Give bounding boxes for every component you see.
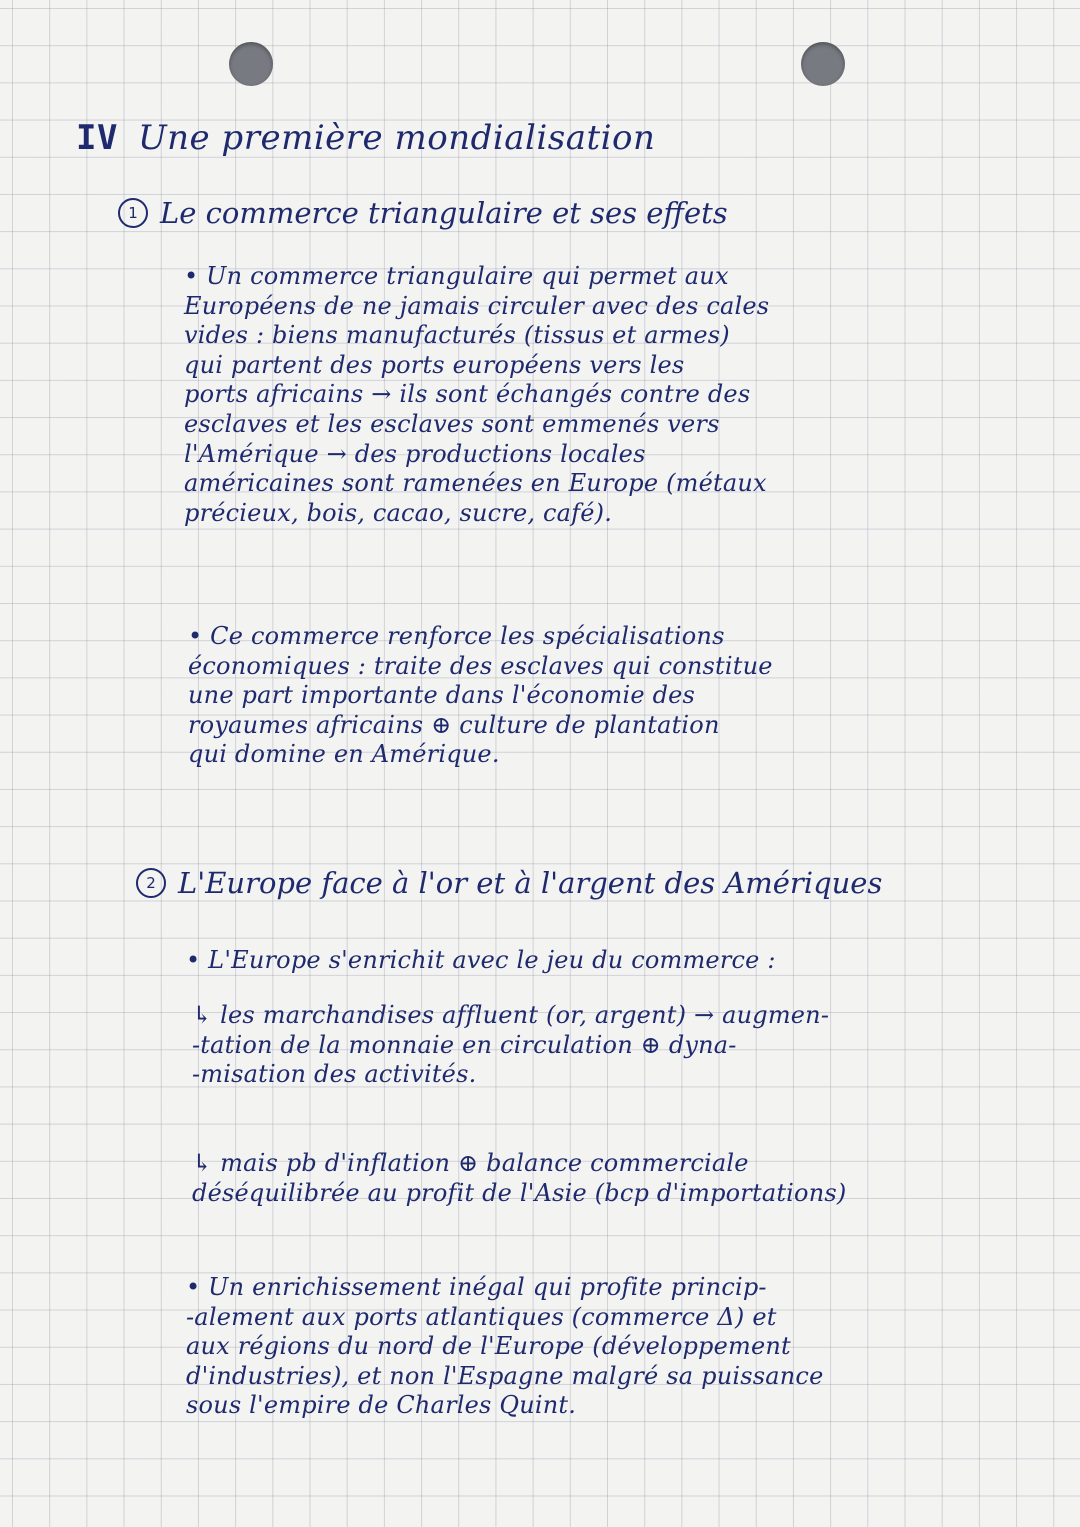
section2-paragraph-1 (186, 946, 776, 976)
text-line: qui domine en Amérique. (188, 740, 500, 769)
text-line: américaines sont ramenées en Europe (métaux (184, 469, 767, 498)
text-line: qui partent des ports européens vers les (184, 350, 685, 379)
page-title (76, 118, 655, 158)
text-line: • Un commerce triangulaire qui permet aux (184, 262, 729, 290)
text-line: sous l'empire de Charles Quint. (186, 1391, 577, 1420)
text-line: -misation des activités. (192, 1060, 477, 1089)
text-line: • L'Europe s'enrichit avec le jeu du commerce : (186, 946, 776, 974)
text-line: ↳ mais pb d'inflation ⊕ balance commerciale (192, 1149, 749, 1177)
text-line: précieux, bois, cacao, sucre, café). (184, 498, 613, 527)
text-line: ↳ les marchandises affluent (or, argent) → augmen- (192, 1001, 830, 1029)
text-line: l'Amérique → des productions locales (184, 439, 646, 468)
text-line: -tation de la monnaie en circulation ⊕ dyna- (192, 1030, 737, 1059)
text-line: Européens de ne jamais circuler avec des cales (184, 291, 770, 320)
section1-paragraph-1 (184, 262, 769, 528)
text-line: • Ce commerce renforce les spécialisations (188, 622, 725, 650)
text-line: d'industries), et non l'Espagne malgré sa puissance (186, 1361, 824, 1390)
title-text: Une première mondialisation (137, 118, 656, 158)
text-line: esclaves et les esclaves sont emmenés vers (184, 409, 720, 438)
text-line: vides : biens manufacturés (tissus et armes) (184, 321, 730, 350)
title-roman-numeral: IV (76, 118, 118, 158)
section2-number: 2 (136, 868, 166, 898)
section2-heading (136, 866, 882, 900)
section1-heading (118, 196, 728, 230)
text-line: économiques : traite des esclaves qui constitue (188, 651, 773, 680)
binder-hole-right (801, 42, 845, 86)
section1-paragraph-2 (188, 622, 773, 770)
text-line: aux régions du nord de l'Europe (développement (186, 1332, 791, 1361)
section2-heading-text: L'Europe face à l'or et à l'argent des Amériques (178, 866, 883, 900)
text-line: ports africains → ils sont échangés contre des (184, 380, 751, 409)
text-line: une part importante dans l'économie des (188, 681, 696, 710)
section2-paragraph-4 (186, 1273, 823, 1421)
binder-hole-left (229, 42, 273, 86)
section2-paragraph-3 (192, 1149, 846, 1208)
section1-heading-text: Le commerce triangulaire et ses effets (160, 196, 728, 230)
text-line: royaumes africains ⊕ culture de plantation (188, 710, 720, 739)
section2-paragraph-2 (192, 1001, 829, 1090)
text-line: déséquilibrée au profit de l'Asie (bcp d'importations) (192, 1178, 847, 1207)
section1-number: 1 (118, 198, 148, 228)
text-line: -alement aux ports atlantiques (commerce Δ) et (186, 1302, 777, 1331)
text-line: • Un enrichissement inégal qui profite princip- (186, 1273, 767, 1301)
